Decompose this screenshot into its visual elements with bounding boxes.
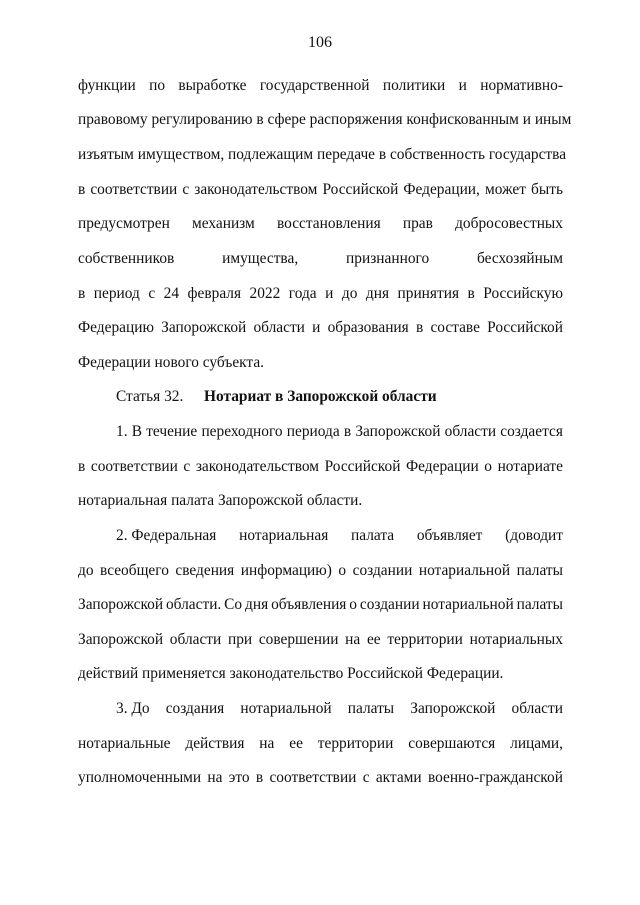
word: с [182,181,190,198]
word: Федерации нового субъекта. [78,354,265,371]
word: бесхозяйным [476,250,563,267]
word: до [341,285,358,302]
word: (доводит [505,527,563,544]
word: Запорожской [161,319,247,336]
word: Запорожской [78,596,164,613]
word: нотариальная [239,527,329,544]
word: это [228,769,250,786]
word: ее [289,735,303,752]
word: Российской [322,181,399,198]
word: 2. Федеральная [116,527,217,544]
word: на [207,769,223,786]
word: 2022 [249,285,281,302]
word: военно-гражданской [427,769,563,786]
word: течение [146,423,198,440]
clause-line [78,630,563,650]
word: функции [78,77,136,94]
word: переходного [201,423,283,440]
word: нотариальная палата Запорожской области. [78,492,363,509]
word: и [458,77,467,94]
word: правовому регулированию в сфере распоряжения конфискованным и иным [78,111,572,128]
word: период [93,285,140,302]
word: нотариальной [422,596,514,613]
word: уполномоченными [78,769,202,786]
word: Российской [487,319,563,336]
word: палаты [516,562,563,579]
word: составе [430,319,480,336]
word: образования [327,319,409,336]
word: механизм [192,215,255,232]
word: быть [531,181,563,198]
word: при [227,631,253,648]
clause-line [116,699,563,719]
word: Федерации [406,458,479,475]
word: области [511,700,563,717]
word: Со [224,596,243,613]
word: соответствии [90,181,178,198]
word: сведения [175,562,235,579]
word: действия [185,735,245,752]
word: и [325,285,334,302]
word: области. [165,596,222,613]
word: Запорожской [78,631,164,648]
word: Российскую [483,285,563,302]
word: добросовестных [455,215,563,232]
word: создании [352,562,413,579]
paragraph-line [78,214,563,234]
article-title: Нотариат в Запорожской области [204,388,437,405]
word: всеобщего [100,562,169,579]
word: территории [387,631,463,648]
paragraph-line [78,249,563,269]
word: 1. [116,423,128,440]
word: признанного [346,250,430,267]
word: территории [317,735,394,752]
word: палата [351,527,395,544]
word: Запорожской [355,423,441,440]
paragraph-line [78,145,567,165]
word: создания [165,700,225,717]
word: о [338,562,347,579]
clause-line [78,561,563,581]
word: актами [375,769,422,786]
word: имущества, [222,250,299,267]
word: законодательством [194,181,318,198]
clause-line [78,457,563,477]
word: в [415,319,424,336]
word: по [149,77,166,94]
word: создании [359,596,420,613]
word: восстановления [276,215,381,232]
word: В [131,423,142,440]
word: с [148,285,156,302]
clause-line [116,422,563,442]
word: информацию) [240,562,332,579]
word: года [288,285,317,302]
word: законодательством [195,458,319,475]
word: области [169,631,222,648]
clause-line [78,491,563,511]
word: в [78,458,86,475]
word: в [255,769,264,786]
word: области [253,319,305,336]
word: в [78,181,86,198]
word: с [362,769,370,786]
word: лицами, [510,735,563,752]
word: 3. До [116,700,150,717]
word: нотариате [497,458,563,475]
clause-line [116,526,563,546]
paragraph-line [78,110,572,130]
word: прав [402,215,433,232]
word: 24 [163,285,180,302]
word: создается [500,423,563,440]
word: о [484,458,492,475]
word: нотариальной [240,700,332,717]
word: нотариальные [78,735,171,752]
word: Российской [324,458,401,475]
word: палаты [347,700,395,717]
word: периода [286,423,340,440]
word: февраля [187,285,242,302]
article-number: Статья 32. [116,388,184,405]
word: Федерацию [78,319,154,336]
word: соответствии [90,458,178,475]
word: выработке [178,77,247,94]
word: о [349,596,357,613]
word: изъятым имуществом, подлежащим передаче в собственность государства [78,146,567,163]
paragraph-line [78,76,563,96]
word: на [345,631,361,648]
word: совершаются [408,735,496,752]
clause-line [78,734,563,754]
word: нотариальных [469,631,563,648]
word: государственной [259,77,370,94]
word: принятия [397,285,460,302]
word: политики [382,77,446,94]
word: Федерации, [403,181,480,198]
word: дня [365,285,390,302]
word: области [444,423,497,440]
paragraph-line [78,318,563,338]
clause-line [78,768,563,788]
word: действий применяется законодательство Российской Федерации. [78,665,504,682]
word: до [78,562,94,579]
word: соответствии [269,769,357,786]
word: собственников [78,250,175,267]
word: и [312,319,321,336]
page-number: 106 [308,34,332,51]
word: в [78,285,86,302]
word: в [467,285,475,302]
word: объявления [271,596,347,613]
paragraph-line [78,353,563,373]
word: нормативно- [480,77,563,94]
word: Запорожской [410,700,496,717]
article-heading [116,387,437,407]
clause-line [78,595,563,615]
word: дня [245,596,269,613]
word: на [259,735,275,752]
word: объявляет [416,527,483,544]
word: с [183,458,191,475]
word: нотариальной [418,562,511,579]
word: в [343,423,352,440]
word: предусмотрен [78,215,170,232]
paragraph-line [78,180,563,200]
word: палаты [516,596,563,613]
clause-line [78,664,563,684]
paragraph-line [78,284,563,304]
word: может [484,181,526,198]
word: совершении [258,631,339,648]
word: ее [366,631,381,648]
